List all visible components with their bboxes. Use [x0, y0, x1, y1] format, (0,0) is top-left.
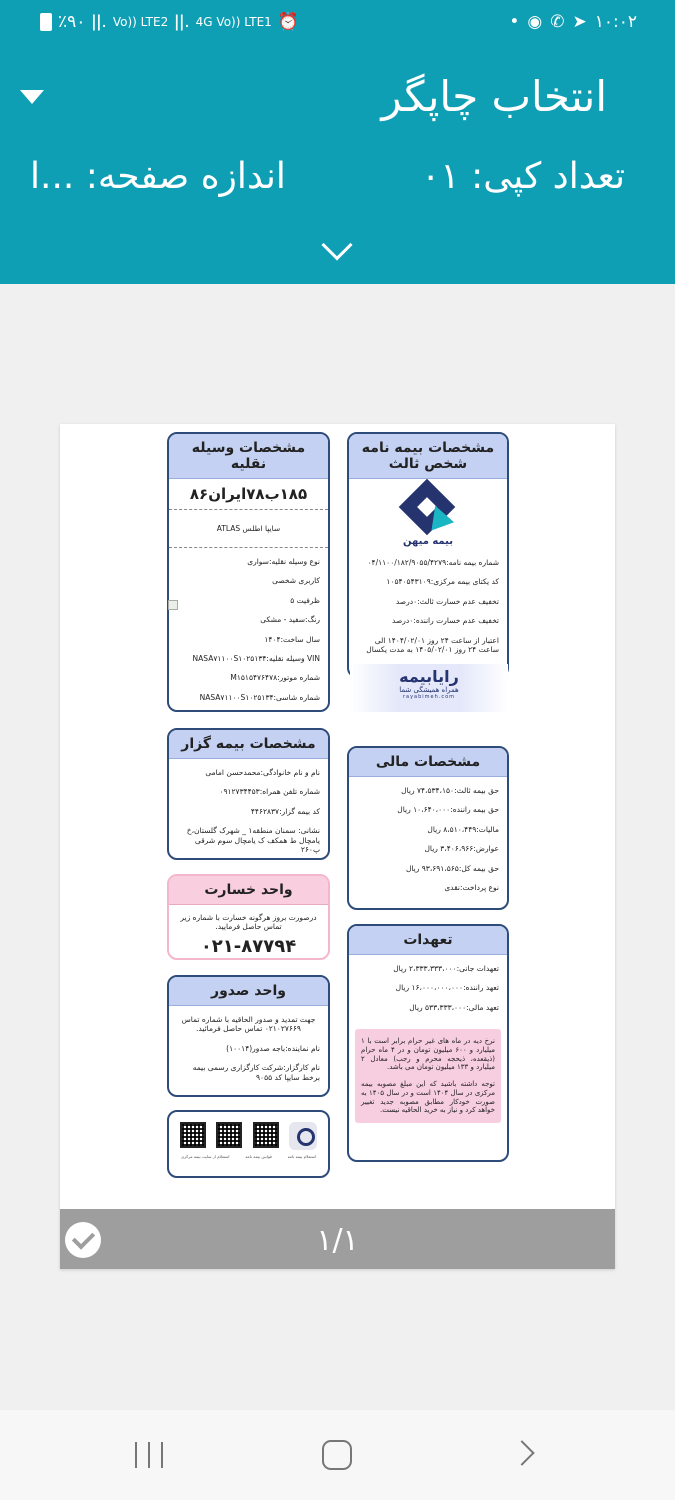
page-count: ۱/۱ — [316, 1223, 359, 1258]
obligations-card-body — [349, 955, 507, 1021]
obligations-row: تعهدات جانی:۲،۳۳۳،۳۳۳،۰۰۰ ریال — [393, 964, 499, 973]
diyeh-note-2: توجه داشته باشید که این مبلغ مصوبه بیمه مرکزی در سال ۱۴۰۴ است و در سال ۱۴۰۵ به صورت خودکار مطابق مصوبه جدید تغییر خواهد کرد و نیاز به خرید الحاقیه نیست. — [361, 1080, 495, 1115]
signal-icon-2: ǀǀ. — [174, 12, 190, 32]
copies-group — [421, 156, 625, 197]
obligations-row: تعهد مالی:۵۳۳،۳۳۳،۰۰۰ ریال — [409, 1002, 499, 1012]
financial-row: مالیات:۸،۵۱۰،۴۴۹ ریال — [427, 824, 499, 834]
page-size-value: ...ا — [30, 156, 75, 197]
financial-row: عوارض:۳،۴۰۶،۹۶۶ ریال — [424, 844, 499, 854]
central-insurance-logo — [289, 1122, 317, 1150]
printer-select-title[interactable]: انتخاب چاپگر — [381, 72, 607, 121]
print-preview-page — [60, 424, 615, 1269]
page-size-group — [30, 156, 286, 197]
printer-dropdown-icon[interactable] — [20, 90, 44, 104]
diyeh-note-box — [355, 1029, 501, 1123]
back-icon[interactable] — [509, 1440, 534, 1465]
obligations-card-title: تعهدات — [349, 926, 507, 955]
battery-level: ٪۹۰ — [58, 12, 86, 32]
mihan-insurance-logo: بیمه میهن — [393, 485, 463, 547]
qr-caption: قوانین بیمه نامه — [245, 1154, 272, 1159]
financial-card — [347, 746, 509, 910]
vehicle-row: رنگ:سفید - مشکی — [260, 615, 320, 625]
signal-icon: ǀǀ. — [91, 12, 107, 32]
obligations-card — [347, 924, 509, 1162]
broken-image-icon — [168, 600, 178, 610]
vehicle-row: VIN وسیله نقلیه:NASA۷۱۱۰۰S۱۰۲۵۱۳۴ — [192, 653, 320, 663]
financial-row: نوع پرداخت:نقدی — [444, 882, 499, 892]
recent-apps-icon[interactable] — [135, 1442, 163, 1468]
insurer-row: نام و نام خانوادگی:محمدحسن امامی — [205, 768, 320, 777]
clock: ۱۰:۰۲ — [594, 12, 637, 32]
system-nav-bar — [0, 1410, 675, 1500]
vehicle-row: کاربری شخصی — [272, 576, 320, 586]
vehicle-card-body — [169, 548, 328, 711]
issuing-card-body — [169, 1006, 328, 1091]
qr-captions — [169, 1152, 328, 1161]
policy-row: کد یکتای بیمه مرکزی:۱۰۵۴۰۵۴۳۱۰۹ — [386, 577, 499, 587]
vehicle-row: شماره شاسی:NASA۷۱۱۰۰S۱۰۲۵۱۳۴ — [199, 692, 320, 702]
vehicle-row: ظرفیت ۵ — [290, 595, 320, 605]
issuing-row: نام کارگزار:شرکت کارگزاری رسمی بیمه برخط سایپا کد ۹۰۵۵ — [192, 1063, 320, 1082]
network-1-label: Vo)) LTE2 — [112, 15, 169, 29]
financial-row: حق بیمه کل:۹۳،۶۹۱،۵۶۵ ریال — [405, 863, 499, 873]
qr-code-icon — [253, 1122, 279, 1148]
obligations-row: تعهد راننده:۱۶،۰۰۰،۰۰۰،۰۰۰ ریال — [395, 983, 499, 993]
claims-card-body — [169, 905, 328, 960]
qr-code-icon — [180, 1122, 206, 1148]
raya-bimeh-logo — [350, 664, 508, 712]
qr-code-icon — [216, 1122, 242, 1148]
insurer-card-title: مشخصات بیمه گزار — [169, 730, 328, 759]
qr-caption: استعلام از سایت بیمه مرکزی — [180, 1154, 230, 1159]
vehicle-row: نوع وسیله نقلیه:سواری — [247, 557, 320, 566]
qr-caption: استعلام بیمه نامه — [287, 1154, 317, 1159]
financial-row: حق بیمه راننده:۱۰،۶۴۰،۰۰۰ ریال — [397, 805, 499, 815]
battery-icon — [40, 13, 52, 31]
app-icon: ◉ — [527, 12, 543, 32]
insurer-card — [167, 728, 330, 860]
insurer-row: کد بیمه گزار:۴۴۶۲۸۳۷ — [250, 806, 320, 816]
telegram-icon: ➤ — [572, 12, 587, 32]
vehicle-card-title: مشخصات وسیله نقلیه — [169, 434, 328, 479]
insurer-row: نشانی: سمنان منطقه۱ _ شهرک گلستان،خ یامچال ط همکف ک یامچال سوم شرقی پ۲۶۰ — [186, 826, 320, 854]
claims-card-title: واحد خسارت — [169, 876, 328, 905]
qr-row — [169, 1112, 328, 1152]
insurer-row: شماره تلفن همراه:۰۹۱۲۷۳۴۴۵۳ — [219, 787, 320, 797]
issuing-row: نام نماینده:باجه صدور(۱۰۰۱۴) — [226, 1043, 320, 1053]
issuing-card — [167, 975, 330, 1097]
policy-row: اعتبار از ساعت ۲۴ روز ۱۴۰۴/۰۲/۰۱ الی ساعت ۲۴ روز ۱۴۰۵/۰۲/۰۱ به مدت یکسال — [366, 635, 499, 654]
financial-card-title: مشخصات مالی — [349, 748, 507, 777]
vehicle-row: شماره موتور:M۱۵۱۵۴۷۶۴۷۸ — [230, 673, 320, 683]
claims-card — [167, 874, 330, 960]
raya-name: رایابیمه — [399, 667, 459, 686]
policy-row: تخفیف عدم خسارت راننده:۰درصد — [391, 616, 499, 626]
issuing-row: جهت تمدید و صدور الحاقیه با شماره تماس ۰۲۱۰۲۷۶۶۹ تماس حاصل فرمائید. — [181, 1015, 316, 1034]
raya-slogan: همراه همیشگی شما — [399, 686, 459, 694]
insurer-card-body — [169, 759, 328, 860]
policy-card — [347, 432, 509, 678]
financial-card-body — [349, 777, 507, 901]
status-bar — [0, 0, 675, 44]
expand-options-chevron-icon[interactable] — [321, 229, 352, 260]
raya-site: rayabimeh.com — [402, 694, 456, 700]
claims-text: درصورت بروز هرگونه خسارت با شماره زیر تماس حاصل فرمایید. — [180, 913, 317, 932]
policy-card-title: مشخصات بیمه نامه شخص ثالث — [349, 434, 507, 479]
vehicle-card — [167, 432, 330, 712]
alarm-icon: ⏰ — [277, 12, 299, 32]
network-2-label: 4G Vo)) LTE1 — [195, 15, 272, 29]
diyeh-note-1: نرخ دیه در ماه های غیر حرام برابر است با ۱ میلیارد و ۶۰۰ میلیون تومان و در ۴ ماه حرام (ذیقعده، ذیحجه محرم و رجب) معادل ۲ میلیارد و ۱۳۳ میلیون تومان می باشد. — [361, 1037, 495, 1072]
print-header — [0, 44, 675, 284]
vehicle-model: سایپا اطلس ATLAS — [169, 510, 328, 548]
copies-label: تعداد کپی: — [471, 156, 625, 197]
policy-card-body — [349, 549, 507, 663]
policy-row: شماره بیمه نامه:۰۴/۱۱۰۰/۱۸۲/۹۰۵۵/۴۲۷۹ — [367, 558, 499, 567]
vehicle-row: سال ساخت:۱۴۰۴ — [264, 634, 320, 644]
license-plate: ۱۸۵ب۷۸ایران۸۶ — [169, 479, 328, 510]
financial-row: حق بیمه ثالث:۷۴،۵۳۴،۱۵۰ ریال — [401, 786, 499, 795]
print-options-summary[interactable] — [30, 156, 625, 197]
page-size-label: اندازه صفحه: — [85, 156, 286, 197]
status-right — [509, 12, 637, 32]
claims-phone: ۰۲۱-۸۷۷۹۴ — [200, 935, 297, 957]
issuing-card-title: واحد صدور — [169, 977, 328, 1006]
copies-value: ۰۱ — [420, 156, 460, 197]
qr-card — [167, 1110, 330, 1178]
preview-footer — [60, 1209, 615, 1269]
whatsapp-icon: ✆ — [550, 12, 565, 32]
home-icon[interactable] — [322, 1440, 352, 1470]
dot-icon: • — [509, 12, 520, 32]
status-left — [40, 12, 299, 32]
policy-row: تخفیف عدم خسارت ثالث:۰درصد — [395, 596, 499, 606]
